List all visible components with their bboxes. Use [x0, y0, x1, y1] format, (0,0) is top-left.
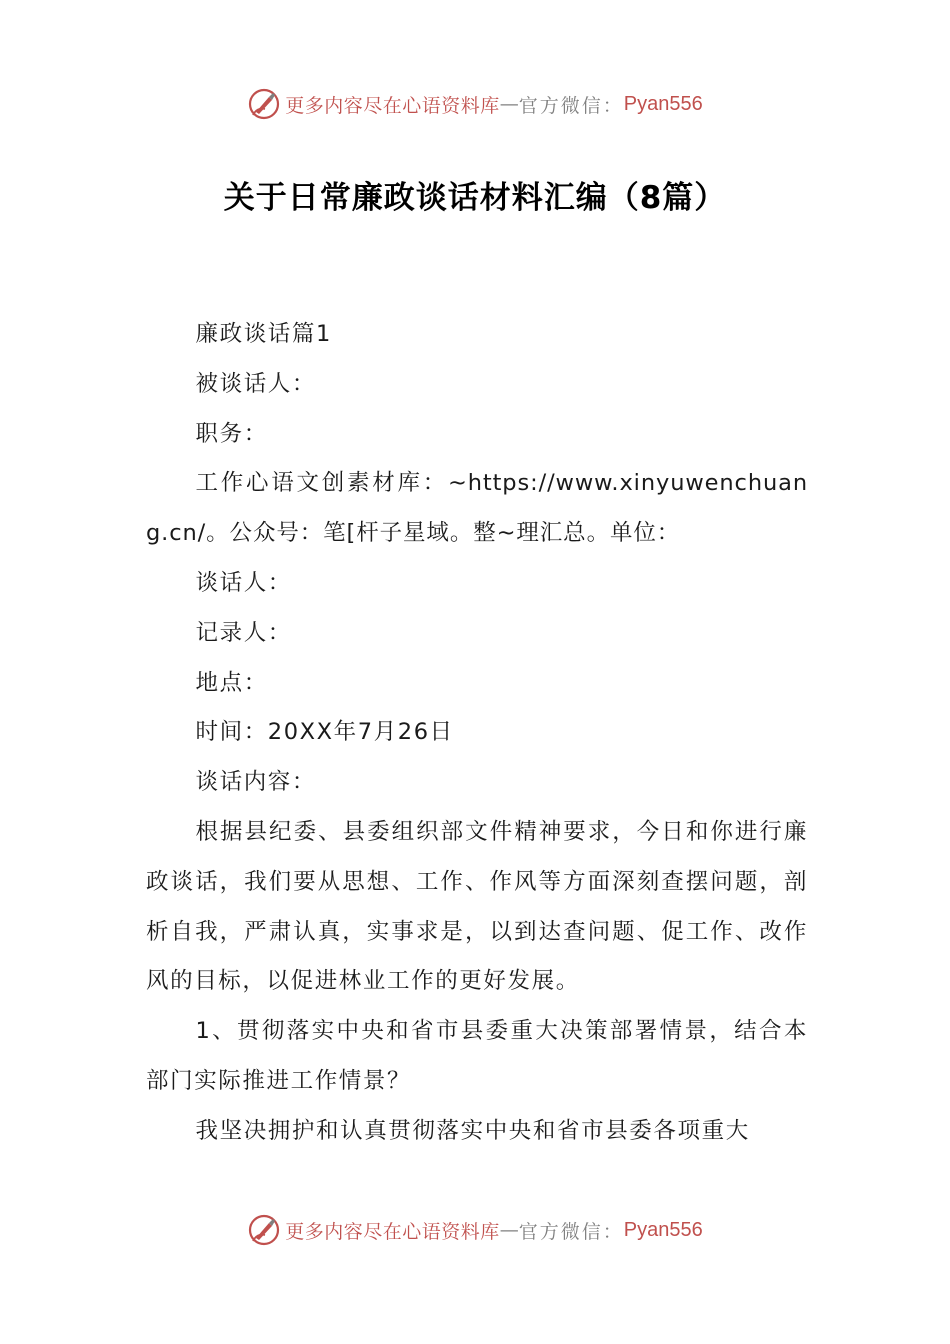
header-banner — [0, 84, 950, 124]
footer-banner — [0, 1210, 950, 1250]
document-body — [146, 310, 808, 1157]
paragraph-intro: 根据县纪委、县委组织部文件精神要求，今日和你进行廉政谈话，我们要从思想、工作、作风等方面深刻查摆问题，剖析自我，严肃认真，实事求是，以到达查问题、促工作、改作风的目标，以促进林业工作的更好发展。 — [146, 818, 808, 995]
banner-separator: — — [499, 1219, 519, 1241]
paragraph-content-label: 谈话内容： — [195, 769, 317, 796]
paragraph-interviewee: 被谈话人： — [195, 370, 317, 397]
banner-text: 更多内容尽在心语资料库 — [285, 94, 500, 117]
paragraph-unit: 工作心语文创素材库：~https://www.xinyuwenchuang.cn/。公众号：笔[杆子星域。整~理汇总。单位： — [146, 470, 808, 547]
banner-wechat-id: Pyan556 — [623, 92, 703, 115]
paragraph-answer-1: 我坚决拥护和认真贯彻落实中央和省市县委各项重大 — [195, 1117, 750, 1144]
banner-wechat-label: 官方微信： — [518, 1220, 624, 1243]
paragraph-recorder: 记录人： — [195, 619, 292, 646]
banner-text: 更多内容尽在心语资料库 — [285, 1220, 500, 1243]
document-title: 关于日常廉政谈话材料汇编（8篇） — [223, 180, 727, 216]
banner-separator: — — [499, 93, 519, 115]
pen-logo-icon — [247, 1213, 281, 1247]
paragraph-position: 职务： — [195, 420, 268, 447]
banner-wechat-label: 官方微信： — [518, 94, 624, 117]
paragraph-section-heading: 廉政谈话篇1 — [195, 321, 332, 347]
paragraph-interviewer: 谈话人： — [195, 569, 292, 596]
paragraph-time: 时间：20XX年7月26日 — [195, 719, 454, 746]
banner-wechat-id: Pyan556 — [623, 1218, 703, 1241]
pen-logo-icon — [247, 87, 281, 121]
paragraph-question-1: 1、贯彻落实中央和省市县委重大决策部署情景，结合本部门实际推进工作情景？ — [146, 1018, 808, 1094]
paragraph-location: 地点： — [195, 669, 268, 696]
